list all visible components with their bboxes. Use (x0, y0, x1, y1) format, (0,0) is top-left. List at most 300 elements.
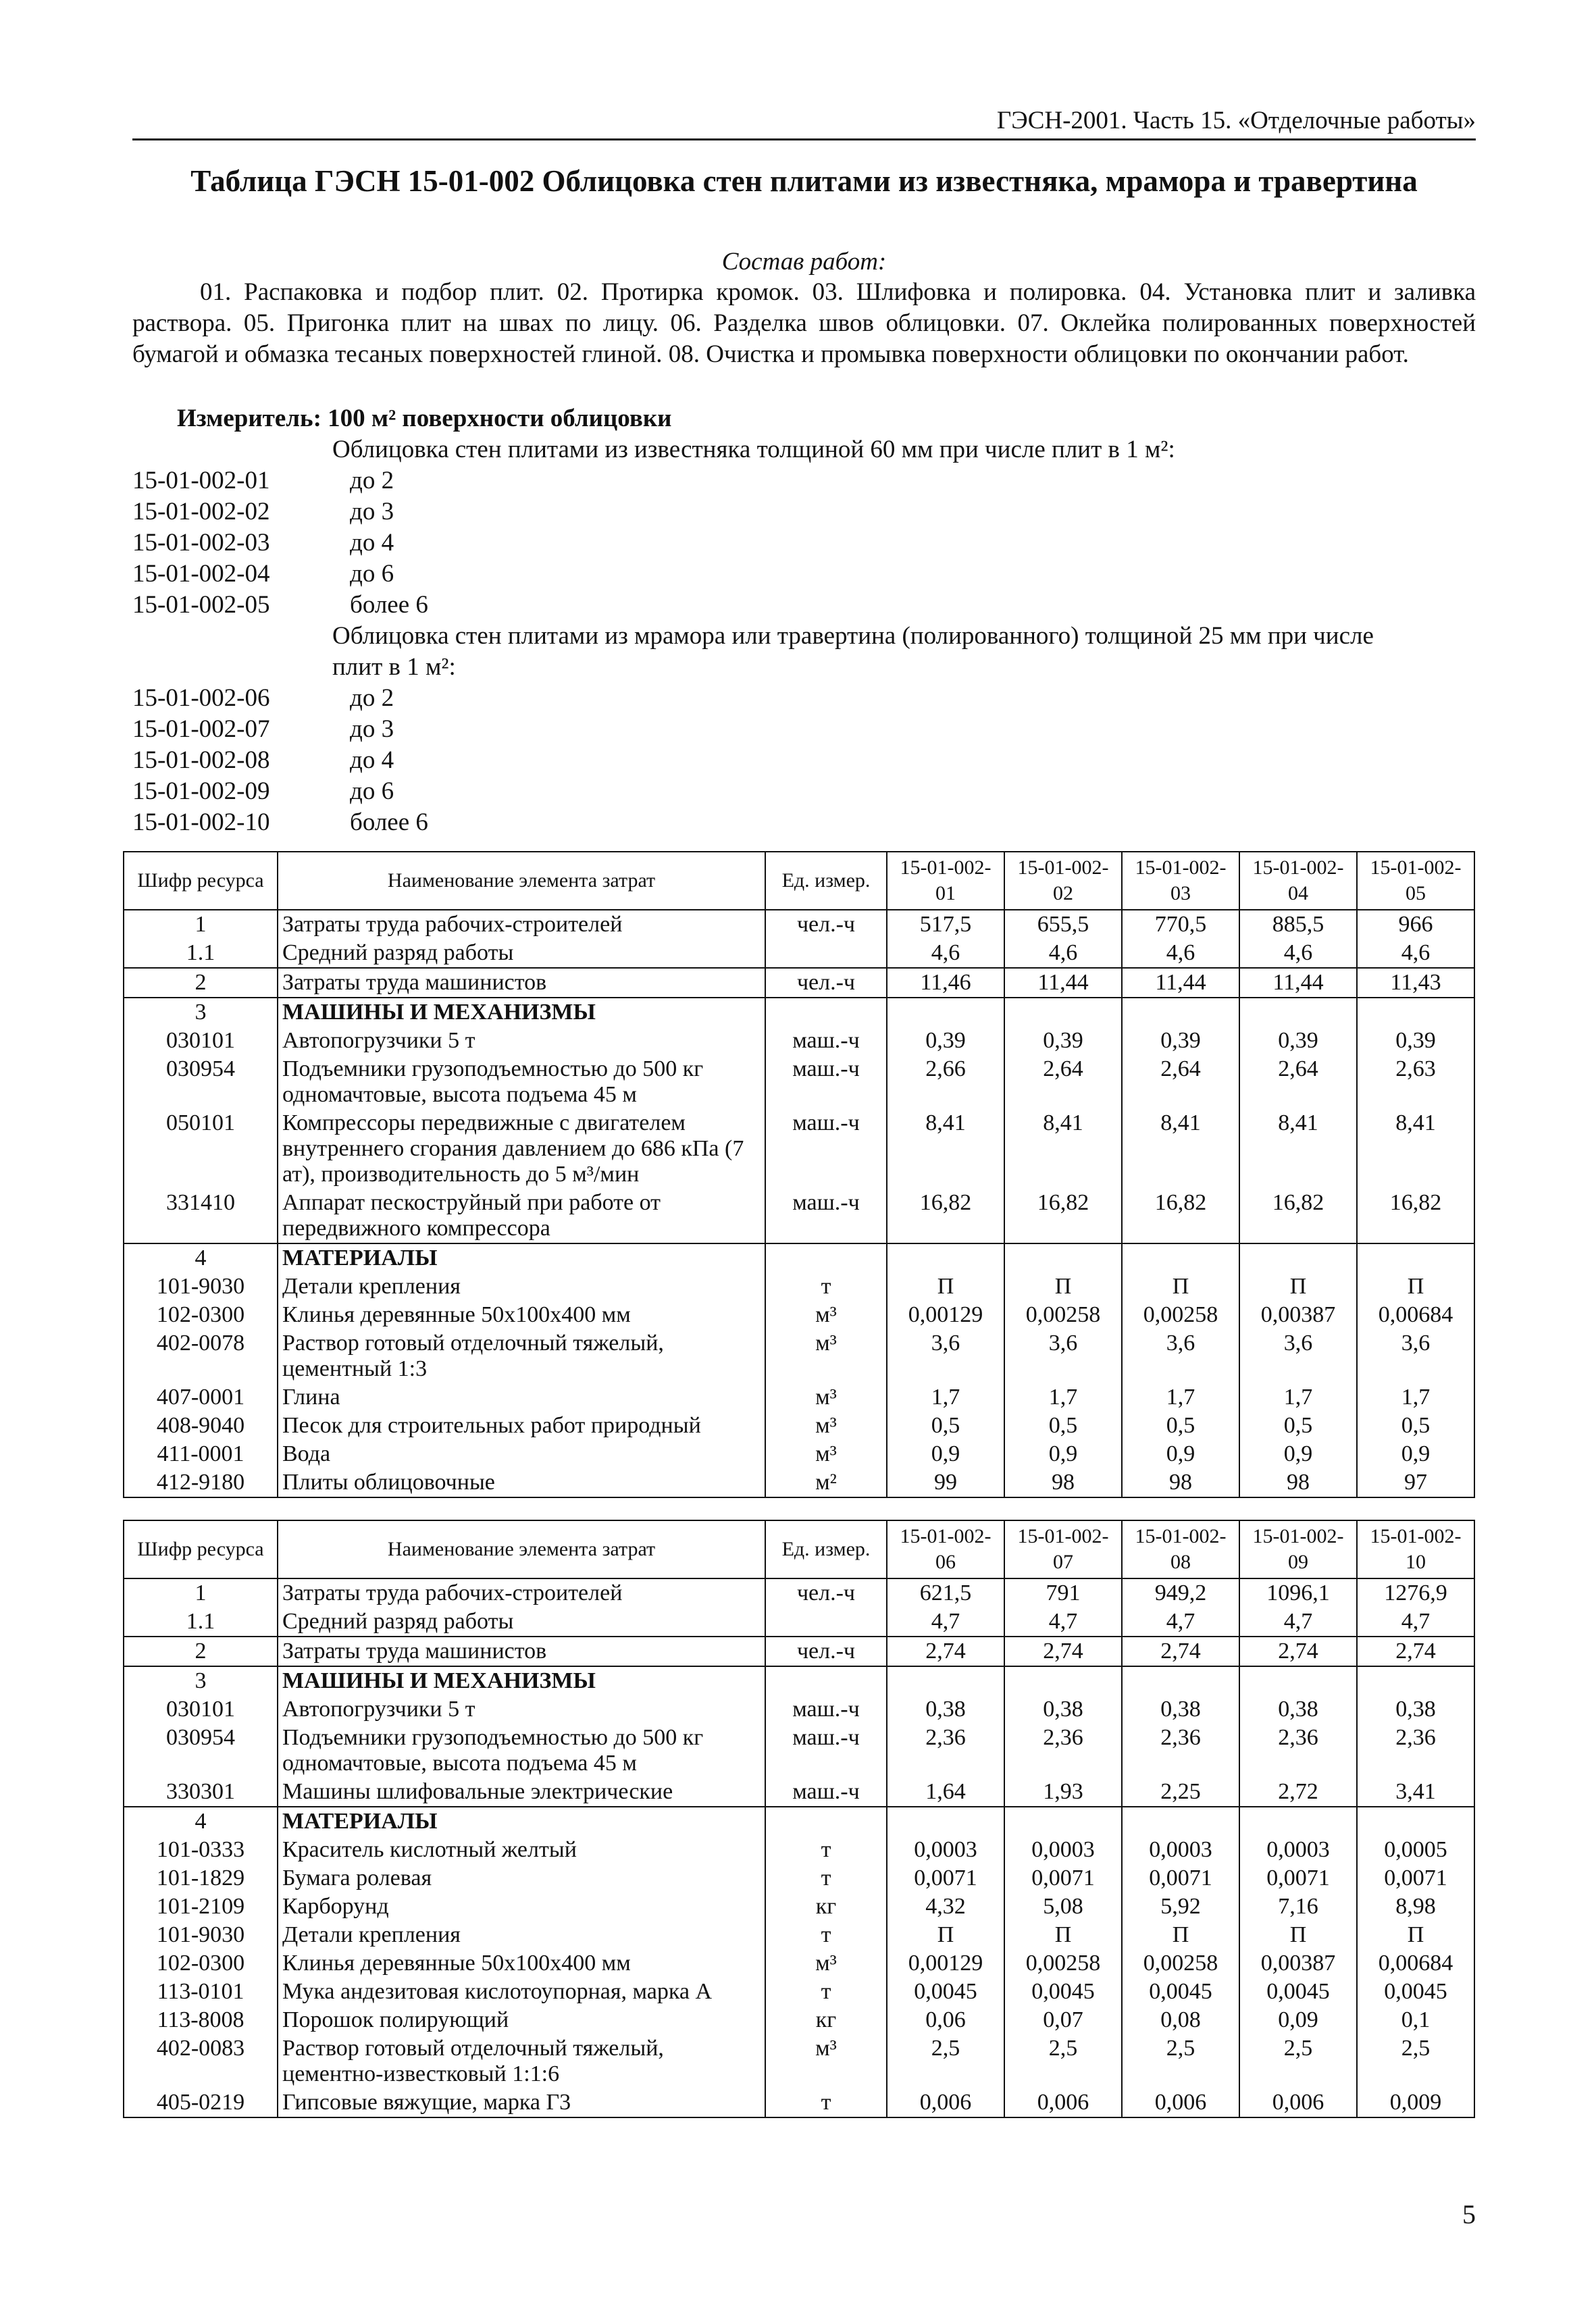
value-cell: 0,0003 (1122, 1836, 1239, 1864)
unit-cell: м³ (765, 1949, 887, 1978)
table-row (124, 1893, 1474, 1921)
table-row (124, 2034, 1474, 2088)
header-variant: 15-01-002-01 (887, 852, 1004, 910)
table-row (124, 1578, 1474, 1608)
value-cell: 8,41 (1239, 1109, 1357, 1189)
value-cell: 0,5 (1122, 1412, 1239, 1440)
value-cell: 7,16 (1239, 1893, 1357, 1921)
variant-code: 15-01-002-06 (132, 684, 270, 712)
unit-cell: чел.-ч (765, 1578, 887, 1608)
cost-element-name: Затраты труда машинистов (278, 1637, 765, 1666)
header-variant: 15-01-002-03 (1122, 852, 1239, 910)
cost-element-name: Автопогрузчики 5 т (278, 1027, 765, 1055)
value-cell: 0,5 (887, 1412, 1004, 1440)
group1-item (132, 465, 394, 496)
value-cell: 770,5 (1122, 910, 1239, 939)
value-cell: 2,74 (1239, 1637, 1357, 1666)
table-row (124, 1109, 1474, 1189)
value-cell: 11,44 (1122, 968, 1239, 998)
unit-cell (765, 998, 887, 1027)
value-cell: 2,5 (887, 2034, 1004, 2088)
value-cell: 0,1 (1357, 2006, 1474, 2034)
value-cell (1122, 1243, 1239, 1272)
value-cell (1239, 998, 1357, 1027)
value-cell: 0,0071 (1004, 1864, 1122, 1893)
group1-item (132, 496, 394, 528)
value-cell: 0,38 (1122, 1695, 1239, 1724)
unit-cell: кг (765, 1893, 887, 1921)
variant-code: 15-01-002-02 (132, 498, 270, 525)
resource-code: 402-0083 (124, 2034, 278, 2088)
value-cell: 0,006 (887, 2088, 1004, 2117)
value-cell (1004, 1807, 1122, 1836)
value-cell: 0,09 (1239, 2006, 1357, 2034)
composition-title: Состав работ: (721, 248, 887, 276)
cost-element-name: Мука андезитовая кислотоупорная, марка А (278, 1978, 765, 2006)
value-cell: 0,006 (1122, 2088, 1239, 2117)
resource-code: 330301 (124, 1778, 278, 1807)
value-cell: 16,82 (1122, 1189, 1239, 1243)
table-row (124, 2006, 1474, 2034)
value-cell: 0,0005 (1357, 1836, 1474, 1864)
table-row (124, 1055, 1474, 1109)
resource-code: 411-0001 (124, 1440, 278, 1468)
group2-item (132, 807, 428, 838)
value-cell: 0,0045 (1357, 1978, 1474, 2006)
value-cell: 0,38 (1004, 1695, 1122, 1724)
unit-cell: м³ (765, 1440, 887, 1468)
value-cell: 0,38 (1239, 1695, 1357, 1724)
variant-code: 15-01-002-10 (132, 808, 270, 836)
value-cell: 11,43 (1357, 968, 1474, 998)
variant-label: до 6 (350, 560, 394, 588)
value-cell: 2,36 (887, 1724, 1004, 1778)
value-cell (1239, 1807, 1357, 1836)
header-variant: 15-01-002-09 (1239, 1520, 1357, 1578)
value-cell: 1096,1 (1239, 1578, 1357, 1608)
resource-code: 101-9030 (124, 1272, 278, 1301)
resource-code: 101-9030 (124, 1921, 278, 1949)
table-row (124, 1949, 1474, 1978)
value-cell: 3,41 (1357, 1778, 1474, 1807)
table-row (124, 1329, 1474, 1383)
header-variant: 15-01-002-04 (1239, 852, 1357, 910)
table-row (124, 1272, 1474, 1301)
resource-table-1 (123, 851, 1475, 1498)
value-cell (1122, 998, 1239, 1027)
value-cell: 2,66 (887, 1055, 1004, 1109)
table-row (124, 910, 1474, 939)
variant-code: 15-01-002-04 (132, 560, 270, 588)
header-variant: 15-01-002-06 (887, 1520, 1004, 1578)
variant-label: до 4 (350, 529, 394, 557)
value-cell: 0,00684 (1357, 1301, 1474, 1329)
value-cell: 0,0003 (1239, 1836, 1357, 1864)
group1-item (132, 559, 394, 590)
group2-item (132, 683, 394, 714)
resource-code: 4 (124, 1243, 278, 1272)
value-cell: 0,39 (1004, 1027, 1122, 1055)
resource-code: 1 (124, 910, 278, 939)
value-cell: 3,6 (887, 1329, 1004, 1383)
value-cell: 0,5 (1239, 1412, 1357, 1440)
table-title: Таблица ГЭСН 15-01-002 Облицовка стен плитами из известняка, мрамора и травертина (190, 164, 1418, 198)
value-cell: 3,6 (1357, 1329, 1474, 1383)
value-cell (887, 1807, 1004, 1836)
cost-element-name: Затраты труда рабочих-строителей (278, 910, 765, 939)
unit-cell: т (765, 1978, 887, 2006)
value-cell: 98 (1122, 1468, 1239, 1497)
value-cell (1122, 1666, 1239, 1695)
group1-item (132, 528, 394, 559)
group2-item (132, 745, 394, 776)
unit-cell: маш.-ч (765, 1055, 887, 1109)
header-variant: 15-01-002-08 (1122, 1520, 1239, 1578)
variant-code: 15-01-002-03 (132, 529, 270, 557)
unit-cell: т (765, 1836, 887, 1864)
value-cell: 2,5 (1357, 2034, 1474, 2088)
value-cell (1357, 1666, 1474, 1695)
resource-code: 030101 (124, 1027, 278, 1055)
cost-element-name: Раствор готовый отделочный тяжелый, цементный 1:3 (278, 1329, 765, 1383)
variant-label: до 3 (350, 498, 394, 525)
resource-code: 2 (124, 1637, 278, 1666)
value-cell: 0,39 (1357, 1027, 1474, 1055)
header-name: Наименование элемента затрат (278, 852, 765, 910)
header-variant: 15-01-002-05 (1357, 852, 1474, 910)
table-row (124, 1695, 1474, 1724)
unit-cell: маш.-ч (765, 1189, 887, 1243)
cost-element-name: Аппарат пескоструйный при работе от передвижного компрессора (278, 1189, 765, 1243)
value-cell: П (1004, 1272, 1122, 1301)
cost-element-name: Детали крепления (278, 1272, 765, 1301)
value-cell: 3,6 (1004, 1329, 1122, 1383)
value-cell: 949,2 (1122, 1578, 1239, 1608)
value-cell: 655,5 (1004, 910, 1122, 939)
table-row (124, 1637, 1474, 1666)
value-cell (1357, 998, 1474, 1027)
value-cell: 0,5 (1004, 1412, 1122, 1440)
value-cell: 4,7 (1122, 1608, 1239, 1637)
value-cell: 0,5 (1357, 1412, 1474, 1440)
table-row (124, 1383, 1474, 1412)
value-cell: 0,07 (1004, 2006, 1122, 2034)
value-cell: 4,7 (1239, 1608, 1357, 1637)
value-cell: 8,41 (1122, 1109, 1239, 1189)
value-cell: 2,72 (1239, 1778, 1357, 1807)
unit-cell: м³ (765, 1301, 887, 1329)
unit-cell: м³ (765, 1383, 887, 1412)
value-cell: 2,25 (1122, 1778, 1239, 1807)
resource-code: 101-2109 (124, 1893, 278, 1921)
value-cell: 98 (1004, 1468, 1122, 1497)
value-cell: 99 (887, 1468, 1004, 1497)
variant-label: более 6 (350, 808, 428, 836)
resource-code: 2 (124, 968, 278, 998)
cost-element-name: Клинья деревянные 50х100х400 мм (278, 1301, 765, 1329)
unit-cell: маш.-ч (765, 1724, 887, 1778)
cost-element-name: Машины шлифовальные электрические (278, 1778, 765, 1807)
variant-code: 15-01-002-05 (132, 591, 270, 619)
unit-cell: т (765, 1921, 887, 1949)
resource-code: 408-9040 (124, 1412, 278, 1440)
cost-element-name: Средний разряд работы (278, 1608, 765, 1637)
value-cell: 2,74 (1357, 1637, 1474, 1666)
variant-label: более 6 (350, 591, 428, 619)
value-cell: 0,00258 (1004, 1301, 1122, 1329)
table-row (124, 1921, 1474, 1949)
value-cell: 16,82 (1004, 1189, 1122, 1243)
table-row (124, 1608, 1474, 1637)
resource-code: 407-0001 (124, 1383, 278, 1412)
group2-item (132, 776, 394, 807)
value-cell (1004, 1243, 1122, 1272)
value-cell (1239, 1243, 1357, 1272)
cost-element-name: Затраты труда машинистов (278, 968, 765, 998)
value-cell: 0,0045 (1122, 1978, 1239, 2006)
value-cell: 2,36 (1357, 1724, 1474, 1778)
value-cell: 0,00129 (887, 1949, 1004, 1978)
value-cell: 2,64 (1004, 1055, 1122, 1109)
value-cell: 2,74 (1004, 1637, 1122, 1666)
running-header: ГЭСН-2001. Часть 15. «Отделочные работы» (132, 105, 1476, 140)
header-variant: 15-01-002-10 (1357, 1520, 1474, 1578)
table-row (124, 1724, 1474, 1778)
value-cell: П (1004, 1921, 1122, 1949)
value-cell: 2,74 (887, 1637, 1004, 1666)
value-cell: 1,64 (887, 1778, 1004, 1807)
value-cell (1239, 1666, 1357, 1695)
value-cell: 0,9 (1004, 1440, 1122, 1468)
variant-code: 15-01-002-08 (132, 746, 270, 774)
value-cell: 1276,9 (1357, 1578, 1474, 1608)
cost-element-name: Компрессоры передвижные с двигателем внутреннего сгорания давлением до 686 кПа (7 ат), производительность до 5 м³/мин (278, 1109, 765, 1189)
value-cell: 2,63 (1357, 1055, 1474, 1109)
value-cell: 4,6 (1122, 939, 1239, 968)
resource-code: 1 (124, 1578, 278, 1608)
value-cell: 2,5 (1239, 2034, 1357, 2088)
value-cell: П (887, 1921, 1004, 1949)
value-cell: 3,6 (1122, 1329, 1239, 1383)
value-cell: 0,0003 (887, 1836, 1004, 1864)
table-row (124, 1666, 1474, 1695)
variant-code: 15-01-002-09 (132, 777, 270, 805)
value-cell: 0,00684 (1357, 1949, 1474, 1978)
value-cell: 8,41 (887, 1109, 1004, 1189)
resource-code: 1.1 (124, 939, 278, 968)
value-cell (1357, 1243, 1474, 1272)
value-cell: 2,64 (1122, 1055, 1239, 1109)
cost-element-name: Подъемники грузоподъемностью до 500 кг одномачтовые, высота подъема 45 м (278, 1724, 765, 1778)
value-cell: 1,7 (1239, 1383, 1357, 1412)
value-cell: 791 (1004, 1578, 1122, 1608)
resource-code: 3 (124, 1666, 278, 1695)
unit-cell (765, 1608, 887, 1637)
value-cell: 0,0071 (1239, 1864, 1357, 1893)
resource-code: 102-0300 (124, 1301, 278, 1329)
table-row (124, 1440, 1474, 1468)
value-cell: П (1122, 1272, 1239, 1301)
value-cell: 2,5 (1122, 2034, 1239, 2088)
value-cell: 0,006 (1239, 2088, 1357, 2117)
value-cell (1357, 1807, 1474, 1836)
value-cell (1122, 1807, 1239, 1836)
value-cell (887, 1243, 1004, 1272)
value-cell: 517,5 (887, 910, 1004, 939)
value-cell: П (1239, 1272, 1357, 1301)
table-row (124, 1468, 1474, 1497)
table-row (124, 1864, 1474, 1893)
value-cell: 4,6 (1239, 939, 1357, 968)
value-cell: П (887, 1272, 1004, 1301)
value-cell: 0,0071 (1357, 1864, 1474, 1893)
variant-code: 15-01-002-07 (132, 715, 270, 743)
cost-element-name: Глина (278, 1383, 765, 1412)
unit-cell: чел.-ч (765, 968, 887, 998)
resource-code: 3 (124, 998, 278, 1027)
cost-element-name: Раствор готовый отделочный тяжелый, цементно-известковый 1:1:6 (278, 2034, 765, 2088)
value-cell: 0,9 (1239, 1440, 1357, 1468)
value-cell: П (1357, 1921, 1474, 1949)
value-cell: 0,00387 (1239, 1301, 1357, 1329)
resource-code: 113-0101 (124, 1978, 278, 2006)
table-row (124, 1189, 1474, 1243)
table-row (124, 1978, 1474, 2006)
cost-element-name: Порошок полирующий (278, 2006, 765, 2034)
value-cell: 5,08 (1004, 1893, 1122, 1921)
value-cell: 16,82 (887, 1189, 1004, 1243)
resource-code: 102-0300 (124, 1949, 278, 1978)
unit-cell: м³ (765, 1412, 887, 1440)
cost-element-name: МАШИНЫ И МЕХАНИЗМЫ (278, 998, 765, 1027)
cost-element-name: Бумага ролевая (278, 1864, 765, 1893)
unit-cell: м³ (765, 1329, 887, 1383)
value-cell: 621,5 (887, 1578, 1004, 1608)
resource-code: 412-9180 (124, 1468, 278, 1497)
resource-code: 030954 (124, 1724, 278, 1778)
value-cell: 2,74 (1122, 1637, 1239, 1666)
value-cell: 8,98 (1357, 1893, 1474, 1921)
cost-element-name: Подъемники грузоподъемностью до 500 кг одномачтовые, высота подъема 45 м (278, 1055, 765, 1109)
table-row (124, 968, 1474, 998)
group2-heading: Облицовка стен плитами из мрамора или травертина (полированного) толщиной 25 мм при числе плит в 1 м²: (332, 622, 1374, 681)
value-cell: 5,92 (1122, 1893, 1239, 1921)
unit-cell: т (765, 2088, 887, 2117)
value-cell: 0,0071 (887, 1864, 1004, 1893)
value-cell: 11,46 (887, 968, 1004, 998)
value-cell: 0,06 (887, 2006, 1004, 2034)
unit-cell: маш.-ч (765, 1778, 887, 1807)
table-row (124, 2088, 1474, 2117)
table-row (124, 1027, 1474, 1055)
value-cell: 0,00258 (1122, 1301, 1239, 1329)
cost-element-name: Средний разряд работы (278, 939, 765, 968)
value-cell: 4,6 (1357, 939, 1474, 968)
group2-item (132, 714, 394, 745)
header-code: Шифр ресурса (124, 852, 278, 910)
composition-text: 01. Распаковка и подбор плит. 02. Протирка кромок. 03. Шлифовка и полировка. 04. Установка плит и заливка раствора. 05. Пригонка плит на швах по лицу. 06. Разделка швов облицовки. 07. Оклейка полированных поверхностей бумагой и обмазка тесаных поверхностей глиной. 08. Очистка и промывка поверхности облицовки по окончании работ. (132, 278, 1476, 368)
value-cell: 3,6 (1239, 1329, 1357, 1383)
resource-code: 405-0219 (124, 2088, 278, 2117)
value-cell: 4,6 (887, 939, 1004, 968)
value-cell: 0,08 (1122, 2006, 1239, 2034)
value-cell: 2,64 (1239, 1055, 1357, 1109)
header-variant: 15-01-002-02 (1004, 852, 1122, 910)
unit-cell: м³ (765, 2034, 887, 2088)
value-cell: 0,39 (1239, 1027, 1357, 1055)
value-cell: 1,7 (1357, 1383, 1474, 1412)
value-cell: 8,41 (1357, 1109, 1474, 1189)
header-code: Шифр ресурса (124, 1520, 278, 1578)
value-cell: 0,0045 (887, 1978, 1004, 2006)
value-cell: 16,82 (1239, 1189, 1357, 1243)
header-unit: Ед. измер. (765, 852, 887, 910)
unit-cell: м² (765, 1468, 887, 1497)
value-cell: 0,009 (1357, 2088, 1474, 2117)
header-unit: Ед. измер. (765, 1520, 887, 1578)
unit-cell: чел.-ч (765, 910, 887, 939)
value-cell: П (1239, 1921, 1357, 1949)
resource-code: 101-0333 (124, 1836, 278, 1864)
table-row (124, 998, 1474, 1027)
value-cell: 0,9 (1357, 1440, 1474, 1468)
value-cell: 16,82 (1357, 1189, 1474, 1243)
value-cell: 2,36 (1239, 1724, 1357, 1778)
table-row (124, 1412, 1474, 1440)
cost-element-name: Гипсовые вяжущие, марка Г3 (278, 2088, 765, 2117)
unit-cell: маш.-ч (765, 1109, 887, 1189)
resource-code: 4 (124, 1807, 278, 1836)
unit-cell (765, 1666, 887, 1695)
unit-cell (765, 1807, 887, 1836)
value-cell: 885,5 (1239, 910, 1357, 939)
variant-label: до 4 (350, 746, 394, 774)
table-row (124, 1807, 1474, 1836)
value-cell: 8,41 (1004, 1109, 1122, 1189)
value-cell: 4,6 (1004, 939, 1122, 968)
page-number: 5 (1462, 2199, 1476, 2230)
unit-cell: маш.-ч (765, 1695, 887, 1724)
value-cell: 0,00258 (1122, 1949, 1239, 1978)
cost-element-name: МАШИНЫ И МЕХАНИЗМЫ (278, 1666, 765, 1695)
value-cell: 0,9 (1122, 1440, 1239, 1468)
cost-element-name: Детали крепления (278, 1921, 765, 1949)
value-cell: 1,7 (1122, 1383, 1239, 1412)
resource-code: 030101 (124, 1695, 278, 1724)
value-cell: 1,7 (1004, 1383, 1122, 1412)
value-cell: 2,36 (1004, 1724, 1122, 1778)
value-cell: 4,7 (1357, 1608, 1474, 1637)
table-row (124, 1836, 1474, 1864)
value-cell: 0,9 (887, 1440, 1004, 1468)
resource-code: 113-8008 (124, 2006, 278, 2034)
resource-code: 331410 (124, 1189, 278, 1243)
value-cell: 11,44 (1004, 968, 1122, 998)
cost-element-name: Карборунд (278, 1893, 765, 1921)
value-cell: 966 (1357, 910, 1474, 939)
value-cell: 0,39 (887, 1027, 1004, 1055)
unit-cell: чел.-ч (765, 1637, 887, 1666)
value-cell: 1,7 (887, 1383, 1004, 1412)
value-cell: 0,0071 (1122, 1864, 1239, 1893)
value-cell: 0,00387 (1239, 1949, 1357, 1978)
cost-element-name: Клинья деревянные 50х100х400 мм (278, 1949, 765, 1978)
unit-cell: т (765, 1864, 887, 1893)
cost-element-name: Автопогрузчики 5 т (278, 1695, 765, 1724)
variant-label: до 6 (350, 777, 394, 805)
variant-code: 15-01-002-01 (132, 467, 270, 494)
unit-cell: т (765, 1272, 887, 1301)
